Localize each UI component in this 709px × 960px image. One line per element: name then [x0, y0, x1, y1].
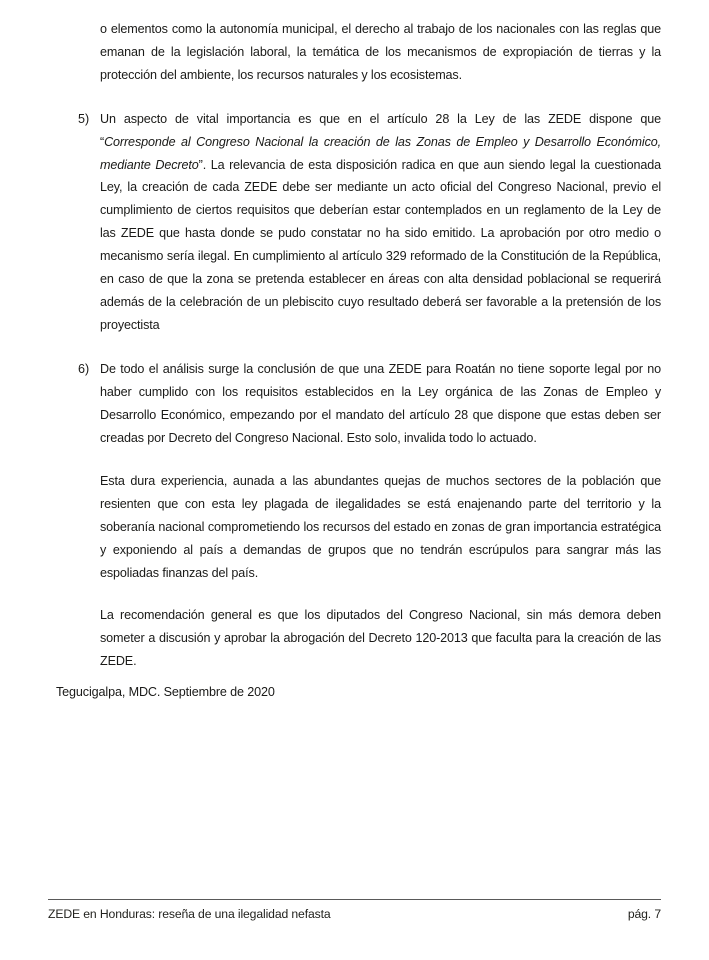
quote-close-5: ”: [198, 157, 203, 172]
footer-row: [48, 907, 661, 921]
closing-paragraph-2: La recomendación general es que los diputados del Congreso Nacional, sin más demora deben someter a discusión y aprobar la abrogación del Decreto 120-2013 que faculta para la creación de las ZEDE.: [100, 607, 661, 668]
list-item: [78, 358, 661, 450]
list-marker-6: 6): [78, 361, 90, 376]
footer-title: ZEDE en Honduras: reseña de una ilegalidad nefasta: [48, 907, 331, 921]
footer-page-number: pág. 7: [627, 907, 661, 921]
list-marker-5: 5): [78, 111, 90, 126]
quote-italic-5: Corresponde al Congreso Nacional la creación de las Zonas de Empleo y Desarrollo Económico, mediante Decreto: [100, 134, 661, 172]
spacer: [78, 337, 661, 358]
list-item-tail-5: . La relevancia de esta disposición radica en que aun siendo legal la cuestionada Ley, la creación de cada ZEDE debe ser mediante un acto oficial del Congreso Nacional, previo el cumplimiento de ciertos requisitos que deberían estar contemplados en un reglamento de la Ley de las ZEDE que hasta donde se pudo constatar no ha sido emitido. La aprobación por otro medio o mecanismo sería ilegal. En cumplimiento al artículo 329 reformado de la Constitución de la República, en caso de que la zona se pretenda establecer en áreas con alta densidad poblacional se requerirá además de la celebración de un plebiscito cuyo resultado deberá ser favorable a la pretensión de los proyectista: [100, 157, 661, 332]
continued-paragraph: o elementos como la autonomía municipal, el derecho al trabajo de los nacionales con las reglas que emanan de la legislación laboral, la temática de los mecanismos de expropiación de tierras y la protección del ambiente, los recursos naturales y los ecosistemas.: [100, 22, 661, 82]
spacer: [78, 87, 661, 108]
dateline: Tegucigalpa, MDC. Septiembre de 2020: [56, 685, 275, 699]
footer-divider: [48, 899, 661, 900]
closing-paragraph-1: Esta dura experiencia, aunada a las abundantes quejas de muchos sectores de la población que resienten que con esta ley plagada de ilegalidades se está enajenando parte del territorio y la soberanía nacional comprometiendo los recursos del estado en zonas de gran importancia estratégica y exponiendo al país a demandas de grupos que no tendrán escrúpulos para sangrar más las espoliadas finanzas del país.: [100, 474, 661, 581]
list-item-text-6: De todo el análisis surge la conclusión de que una ZEDE para Roatán no tiene soporte legal por no haber cumplido con los requisitos establecidos en la Ley orgánica de las Zonas de Empleo y Desarrollo Económico, empezando por el mandato del artículo 28 que dispone que estas deben ser creadas por Decreto del Congreso Nacional. Esto solo, invalida todo lo actuado.: [100, 361, 661, 445]
list-item-text-5: [100, 108, 661, 337]
list-item: [78, 108, 661, 337]
document-body: [78, 18, 661, 673]
page-footer: [48, 899, 661, 921]
spacer: [78, 449, 661, 470]
list-item-lead-5: Un aspecto de vital importancia es que en el artículo 28 la Ley de las ZEDE dispone que: [100, 111, 661, 126]
spacer: [78, 585, 661, 604]
quote-open-5: “: [100, 134, 105, 149]
